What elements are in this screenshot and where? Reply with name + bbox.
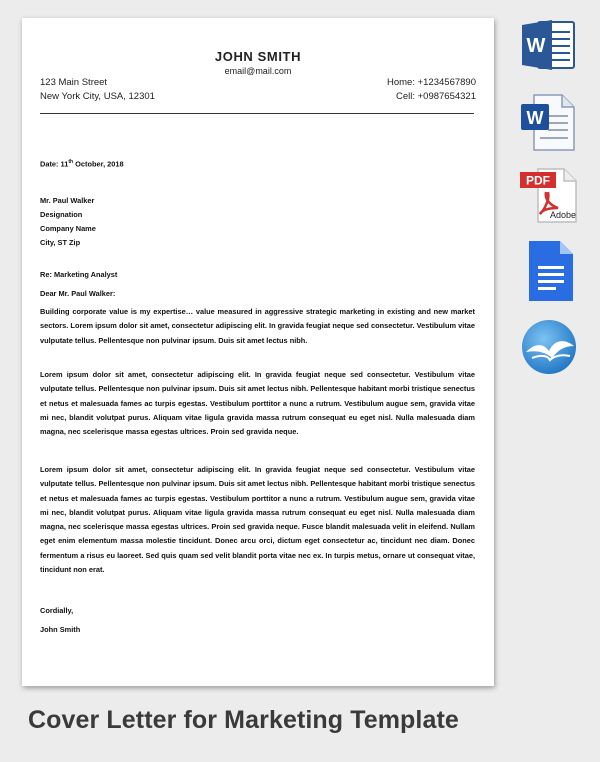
paragraph-1: Building corporate value is my expertise… value measured in aggressive strategic marketing in existing and new market sectors. Lorem ipsum dolor sit amet, consectetur adipiscing elit. In gravida feugiat neque sed consectetur. Vestibulum vitae vulputate tellus. Pellentesque non pulvinar ipsum. Duis sit amet lectus nibh. [40,307,475,345]
salutation: Dear Mr. Paul Walker: [40,289,116,298]
cell-phone: Cell: +0987654321 [395,91,476,102]
recipient-city: City, ST Zip [40,238,81,247]
paragraph-2: Lorem ipsum dolor sit amet, consectetur adipiscing elit. In gravida feugiat neque sed consectetur. Vestibulum vitae vulputate tellus. Pellentesque non pulvinar ipsum. Duis sit amet lectus nibh. Pellentesque habitant morbi tristique senectus et netus et malesuada fames ac turpis egestas. Vestibulum porttitor a nunc a rutrum. Vestibulum augue sem, gravida vitae mi nec, blandit volutpat purus. Aliquam vitae ligula gravida massa rutrum consequat eu eget nisl. Nulla malesuada diam magna, nec scelerisque massa egestas ultrices. Proin sed gravida neque. [40,370,475,437]
letter-date: Date: 11th October, 2018 [40,159,124,169]
header-divider [40,113,474,114]
google-docs-icon[interactable] [526,238,576,304]
subject-line: Re: Marketing Analyst [40,270,118,279]
word-doc-icon[interactable] [518,92,578,154]
svg-text:W: W [526,108,544,128]
address-line-2: New York City, USA, 12301 [40,91,155,102]
address-line-1: 123 Main Street [40,77,108,88]
home-phone: Home: +1234567890 [386,77,476,88]
sender-name: JOHN SMITH [214,49,302,64]
sender-email: email@mail.com [224,66,292,76]
svg-text:PDF: PDF [526,173,550,188]
recipient-company: Company Name [40,224,96,233]
svg-text:Adobe: Adobe [549,210,577,220]
svg-text:W: W [526,35,546,57]
recipient-name: Mr. Paul Walker [40,196,95,205]
paragraph-3: Lorem ipsum dolor sit amet, consectetur adipiscing elit. In gravida feugiat neque sed consectetur. Vestibulum vitae vulputate tellus. Pellentesque non pulvinar ipsum. Duis sit amet lectus nibh. Pellentesque habitant morbi tristique senectus et netus et malesuada fames ac turpis egestas. Vestibulum porttitor a nunc a rutrum. Vestibulum augue sem, gravida vitae mi nec, blandit volutpat purus. Aliquam vitae ligula gravida massa rutrum consequat eu eget nisl. Nulla malesuada diam magna, nec scelerisque massa egestas ultrices. Proin sed gravida neque. Fusce blandit malesuada velit in eleifend. Nullam eget enim elementum massa molestie tincidunt. Donec arcu orci, dictum eget consectetur ac, tincidunt nec diam. Donec fermentum a risus eu laoreet. Sed quis quam sed velit blandit porta vitae nec ex. In turpis metus, ornare ut consequat vitae, tincidunt non erat. [40,465,475,575]
closing: Cordially, [40,606,74,615]
signature: John Smith [40,625,81,634]
word-icon[interactable] [520,18,578,72]
openoffice-icon[interactable] [518,318,580,376]
template-title: Cover Letter for Marketing Template [28,706,459,734]
pdf-icon[interactable] [518,166,580,226]
letter-page [22,18,494,686]
recipient-designation: Designation [40,210,83,219]
